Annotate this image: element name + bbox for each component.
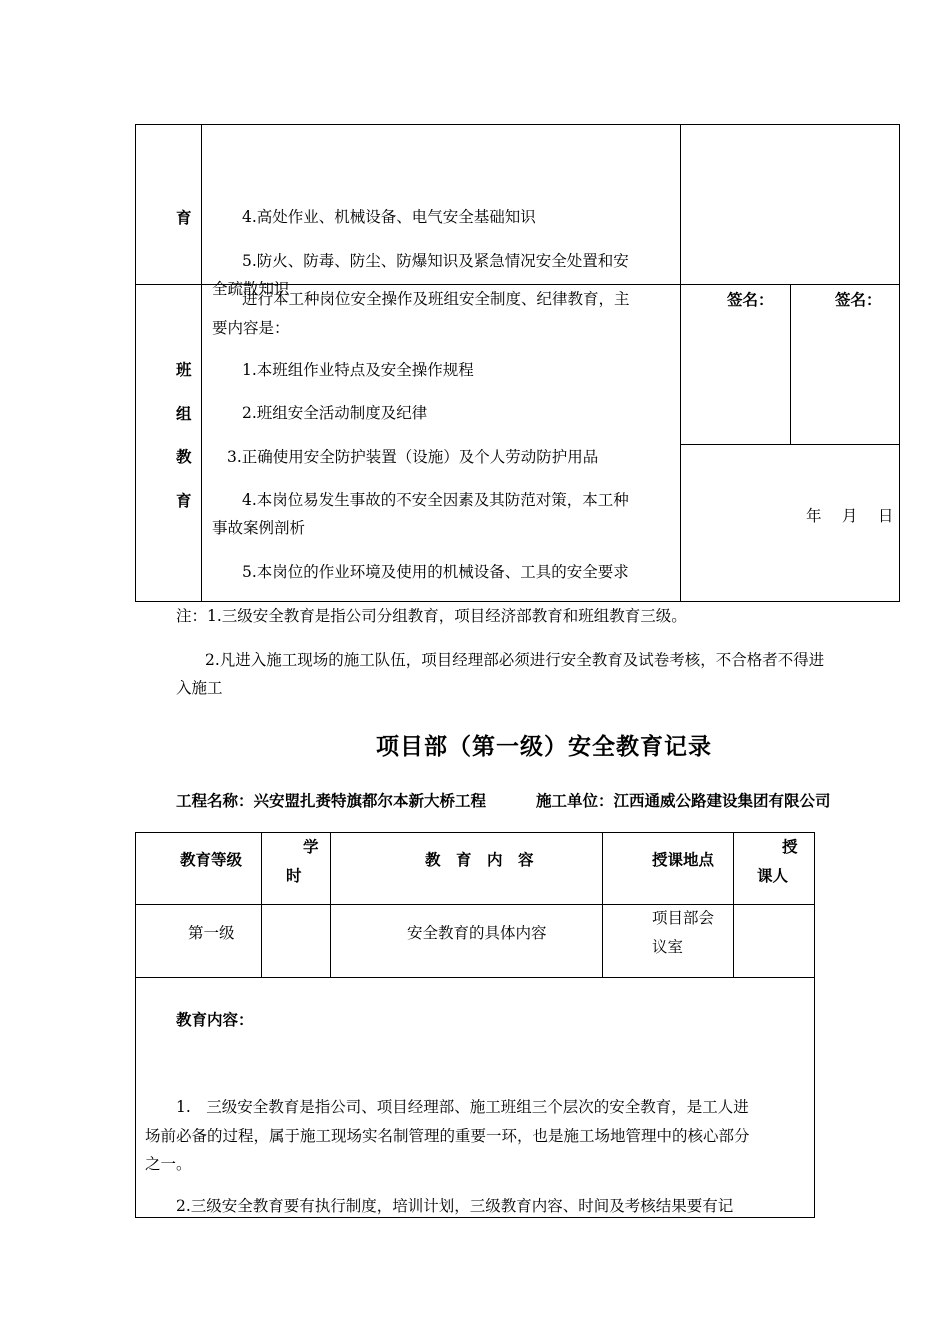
para-1-end: 之一。 [145,1155,192,1173]
row-label-char-2: 组 [176,405,192,423]
construction-unit: 施工单位：江西通威公路建设集团有限公司 [536,792,831,810]
intro-text: 进行本工种岗位安全操作及班组安全制度、纪律教育，主 [242,290,630,308]
project-name: 工程名称：兴安盟扎赉特旗都尔本新大桥工程 [176,792,487,810]
row-label-char-1: 班 [176,361,192,379]
header-level: 教育等级 [180,851,243,869]
bz-item-3: 3.正确使用安全防护装置（设施）及个人劳动防护用品 [227,448,599,466]
item-5-text: 5.防火、防毒、防尘、防爆知识及紧急情况安全处置和安 [242,252,629,270]
date-field: 年 月 日 [806,507,894,525]
bz-item-4-cont: 事故案例剖析 [212,519,306,537]
page-title: 项目部（第一级）安全教育记录 [376,734,712,760]
row-label-char-4: 育 [176,492,192,510]
content-heading: 教育内容： [176,1011,254,1029]
row-level: 第一级 [188,924,235,942]
signature-label-1: 签名： [727,291,774,309]
row-label-char: 育 [176,209,192,227]
signature-label-2: 签名： [835,291,882,309]
note-1: 注：1.三级安全教育是指公司分组教育，项目经济部教育和班组教育三级。 [176,607,687,625]
row-content: 安全教育的具体内容 [407,924,547,942]
para-2: 2.三级安全教育要有执行制度，培训计划，三级教育内容、时间及考核结果要有记 [176,1197,734,1215]
bz-item-4: 4.本岗位易发生事故的不安全因素及其防范对策，本工种 [242,491,629,509]
header-hours-1: 学 [303,838,319,856]
header-hours-2: 时 [286,867,302,885]
para-1-cont: 场前必备的过程，属于施工现场实名制管理的重要一环，也是施工场地管理中的核心部分 [145,1127,750,1145]
header-teacher-2: 课人 [757,867,789,885]
note-2: 2.凡进入施工现场的施工队伍，项目经理部必须进行安全教育及试卷考核，不合格者不得进 [205,651,825,669]
header-location: 授课地点 [652,851,715,869]
note-2-cont: 入施工 [176,679,223,697]
row-label-char-3: 教 [176,448,192,466]
intro-text-cont: 要内容是： [212,319,290,337]
bz-item-1: 1.本班组作业特点及安全操作规程 [242,361,474,379]
row-location-1: 项目部会 [652,909,715,927]
para-1: 1. 三级安全教育是指公司、项目经理部、施工班组三个层次的安全教育，是工人进 [176,1098,749,1116]
bz-item-5: 5.本岗位的作业环境及使用的机械设备、工具的安全要求 [242,563,629,581]
row-location-2: 议室 [652,938,684,956]
bz-item-2: 2.班组安全活动制度及纪律 [242,404,428,422]
header-content: 教 育 内 容 [425,851,534,869]
header-teacher-1: 授 [782,838,798,856]
item-4-text: 4.高处作业、机械设备、电气安全基础知识 [242,208,536,226]
item-5-text-cont: 全疏散知识 [212,280,290,298]
